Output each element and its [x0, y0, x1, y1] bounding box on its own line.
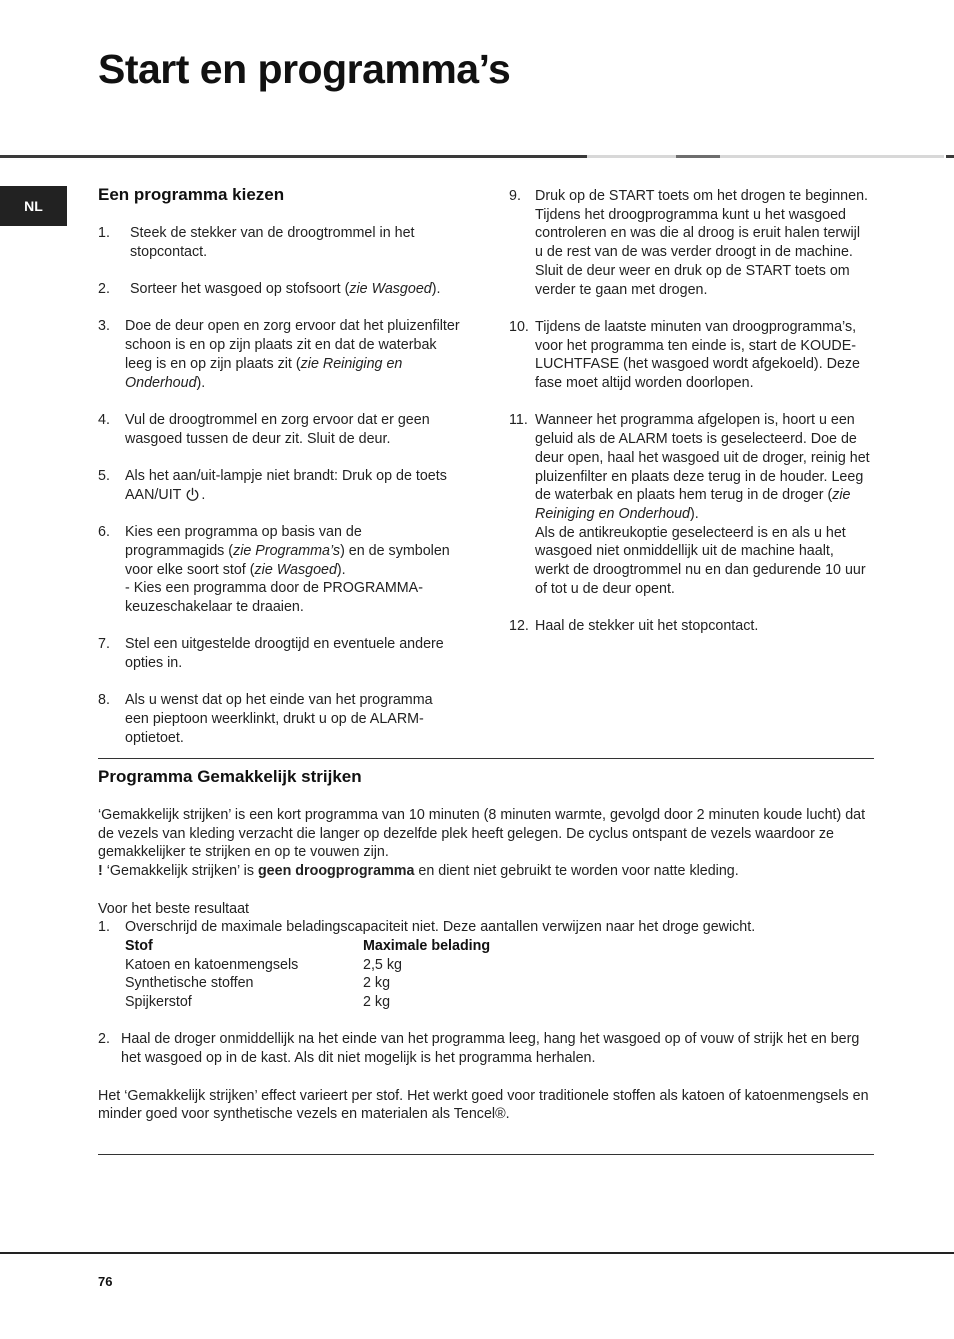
step-item: 11. Wanneer het programma afgelopen is, hoort u een geluid als de ALARM toets is geselecteerd. Doe de deur open, haal het wasgoed uit de droger, reinig het pluizenfilter en plaats deze terug in de houder. Leeg de waterbak en plaats hem terug in de droger (zie Reiniging en Onderhoud). Als de antikreukoptie geselecteerd is en als u het wasgoed niet onmiddellijk uit de machine haalt, werkt de droogtrommel nu en dan gedurende 10 uur of tot u de deur opent. [509, 412, 870, 597]
section-heading-choose-program: Een programma kiezen [98, 185, 285, 204]
easy-iron-body [98, 806, 878, 1124]
load-table [125, 937, 878, 1012]
step-item: 5. Als het aan/uit-lampje niet brandt: Druk op de toets AAN/UIT . [98, 468, 447, 503]
step-item: 1. Steek de stekker van de droogtrommel in het stopcontact. [98, 225, 415, 260]
table-row: Spijkerstof 2 kg [125, 994, 391, 1011]
section-divider-bottom [98, 1154, 874, 1155]
intro-paragraph: ‘Gemakkelijk strijken’ is een kort programma van 10 minuten (8 minuten warmte, gevolgd door 2 minuten koude lucht) dat de vezels van kleding verzacht die langer op dezelfde plek heeft gelegen. De cyclus ontspant de vezels waardoor ze gemakkelijker te strijken en op te vouwen zijn. [98, 807, 866, 861]
step-item: 4. Vul de droogtrommel en zorg ervoor dat er geen wasgoed tussen de deur zit. Sluit de deur. [98, 411, 430, 447]
list-item: 1. Overschrijd de maximale beladingscapaciteit niet. Deze aantallen verwijzen naar het droge gewicht. [98, 919, 756, 936]
step-item: 3. Doe de deur open en zorg ervoor dat het pluizenfilter schoon is en op zijn plaats zit en dat de waterbak leeg is en op zijn plaats zit (zie Reiniging en Onderhoud). [98, 318, 460, 391]
page-title: Start en programma’s [98, 46, 511, 92]
step-item: 12. Haal de stekker uit het stopcontact. [509, 618, 759, 635]
step-item: 10. Tijdens de laatste minuten van droogprogramma’s, voor het programma ten einde is, start de KOUDE-LUCHTFASE (het wasgoed wordt afgekoeld). Deze fase moet altijd worden doorlopen. [509, 318, 861, 392]
power-icon [185, 487, 200, 502]
table-row: Katoen en katoenmengsels 2,5 kg [125, 956, 402, 973]
closing-paragraph: Het ‘Gemakkelijk strijken’ effect varieert per stof. Het werkt goed voor traditionele stoffen als katoen of katoenmengsels en minder goed voor synthetische vezels en materialen als Tencel®. [98, 1087, 869, 1123]
step-item: 8. Als u wenst dat op het einde van het programma een pieptoon weerklinkt, drukt u op de ALARM-optietoet. [98, 692, 433, 746]
step-item: 6. Kies een programma op basis van de programmagids (zie Programma’s) en de symbolen voor elke soort stof (zie Wasgoed). - Kies een programma door de PROGRAMMA-keuzeschakelaar te draaien. [98, 524, 450, 615]
warning-mark: ! [98, 863, 103, 880]
step-item: 7. Stel een uitgestelde droogtijd en eventuele andere opties in. [98, 636, 444, 672]
section-heading-easy-iron: Programma Gemakkelijk strijken [98, 767, 362, 786]
steps-right-column [509, 187, 871, 655]
steps-left-column [98, 224, 460, 766]
section-divider [98, 758, 874, 759]
language-tab: NL [0, 186, 67, 226]
header-rule-light [587, 155, 676, 158]
table-row: Synthetische stoffen 2 kg [125, 975, 391, 992]
table-header-row: Stof Maximale belading [125, 937, 491, 954]
header-rule-dark [0, 155, 587, 158]
warning-note: ! ‘Gemakkelijk strijken’ is geen droogprogramma en dient niet gebruikt te worden voor natte kleding. [98, 863, 739, 880]
list-item: 2. Haal de droger onmiddellijk na het einde van het programma leeg, hang het wasgoed op of vouw of strijk het en berg het wasgoed op in de kast. Als dit niet mogelijk is het programma herhalen. [98, 1031, 860, 1067]
header-rule-end [946, 155, 954, 158]
best-result-label: Voor het beste resultaat [98, 900, 250, 917]
header-rule-light-2 [720, 155, 944, 158]
step-item: 9. Druk op de START toets om het drogen te beginnen. Tijdens het droogprogramma kunt u het wasgoed controleren en was die al droog is eruit halen terwijl u de rest van de was verder droogt in de machine. Sluit de deur weer en druk op de START toets om verder te gaan met drogen. [509, 188, 869, 298]
step-item: 2. Sorteer het wasgoed op stofsoort (zie Wasgoed). [98, 281, 441, 298]
page-number: 76 [98, 1274, 113, 1289]
footer-rule [0, 1252, 954, 1254]
header-rule-mid [676, 155, 720, 158]
